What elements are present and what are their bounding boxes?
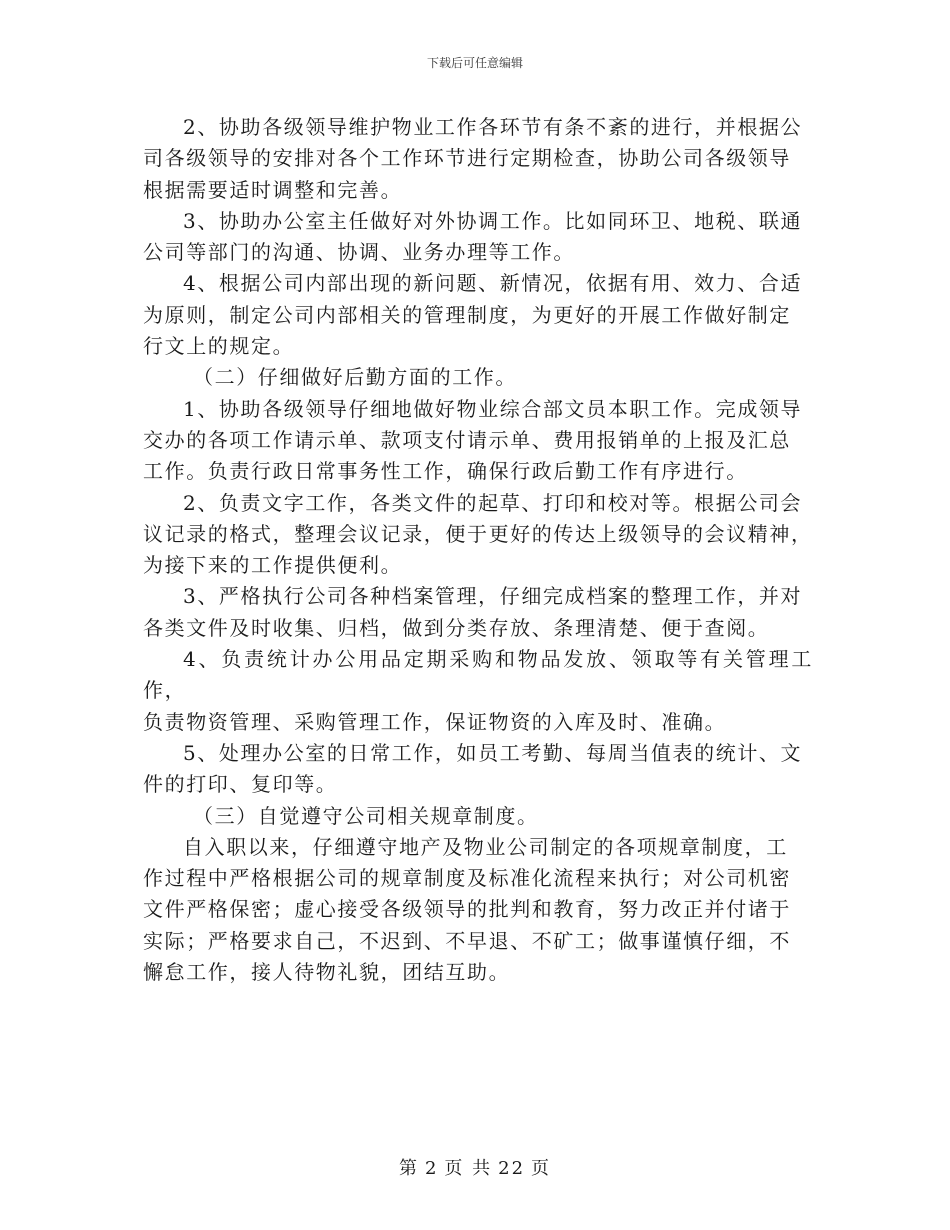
paragraph: 自入职以来，仔细遵守地产及物业公司制定的各项规章制度，工 作过程中严格根据公司的规章制度及标准化流程来执行；对公司机密 文件严格保密；虚心接受各级领导的批判和教育，努力改正并付诸于 实际；严格要求自己，不迟到、不早退、不矿工；做事谨慎仔细，不 懈怠工作，接人待物礼貌，团结互助。	[143, 834, 791, 985]
document-body	[143, 112, 813, 988]
paragraph: 3、严格执行公司各种档案管理，仔细完成档案的整理工作，并对 各类文件及时收集、归档，做到分类存放、条理清楚、便于查阅。	[143, 584, 803, 640]
paragraph: 1、协助各级领导仔细地做好物业综合部文员本职工作。完成领导 交办的各项工作请示单、款项支付请示单、费用报销单的上报及汇总 工作。负责行政日常事务性工作，确保行政后勤工作有序进行。	[143, 396, 803, 484]
total-pages: 22	[498, 1158, 526, 1179]
section-heading: （二）仔细做好后勤方面的工作。	[193, 365, 517, 390]
footer-middle: 页 共	[444, 1158, 493, 1179]
paragraph: 4、根据公司内部出现的新问题、新情况，依据有用、效力、合适 为原则，制定公司内部相关的管理制度，为更好的开展工作做好制定 行文上的规定。	[143, 271, 803, 359]
page-number: 2	[424, 1158, 439, 1179]
footer-suffix: 页	[531, 1158, 552, 1179]
paragraph: 4、负责统计办公用品定期采购和物品发放、领取等有关管理工作， 负责物资管理、采购管理工作，保证物资的入库及时、准确。	[143, 647, 813, 734]
page-header: 下载后可任意编辑	[426, 56, 523, 70]
page-footer	[0, 1154, 950, 1180]
paragraph: 2、负责文字工作，各类文件的起草、打印和校对等。根据公司会 议记录的格式，整理会议记录，便于更好的传达上级领导的会议精神， 为接下来的工作提供便利。	[143, 490, 813, 578]
paragraph: 5、处理办公室的日常工作，如员工考勤、每周当值表的统计、文 件的打印、复印等。	[143, 740, 803, 797]
section-heading: （三）自觉遵守公司相关规章制度。	[193, 803, 539, 828]
footer-prefix: 第	[398, 1158, 419, 1179]
paragraph: 3、协助办公室主任做好对外协调工作。比如同环卫、地税、联通 公司等部门的沟通、协调、业务办理等工作。	[143, 208, 803, 265]
paragraph: 2、协助各级领导维护物业工作各环节有条不紊的进行，并根据公 司各级领导的安排对各个工作环节进行定期检查，协助公司各级领导 根据需要适时调整和完善。	[143, 115, 803, 202]
